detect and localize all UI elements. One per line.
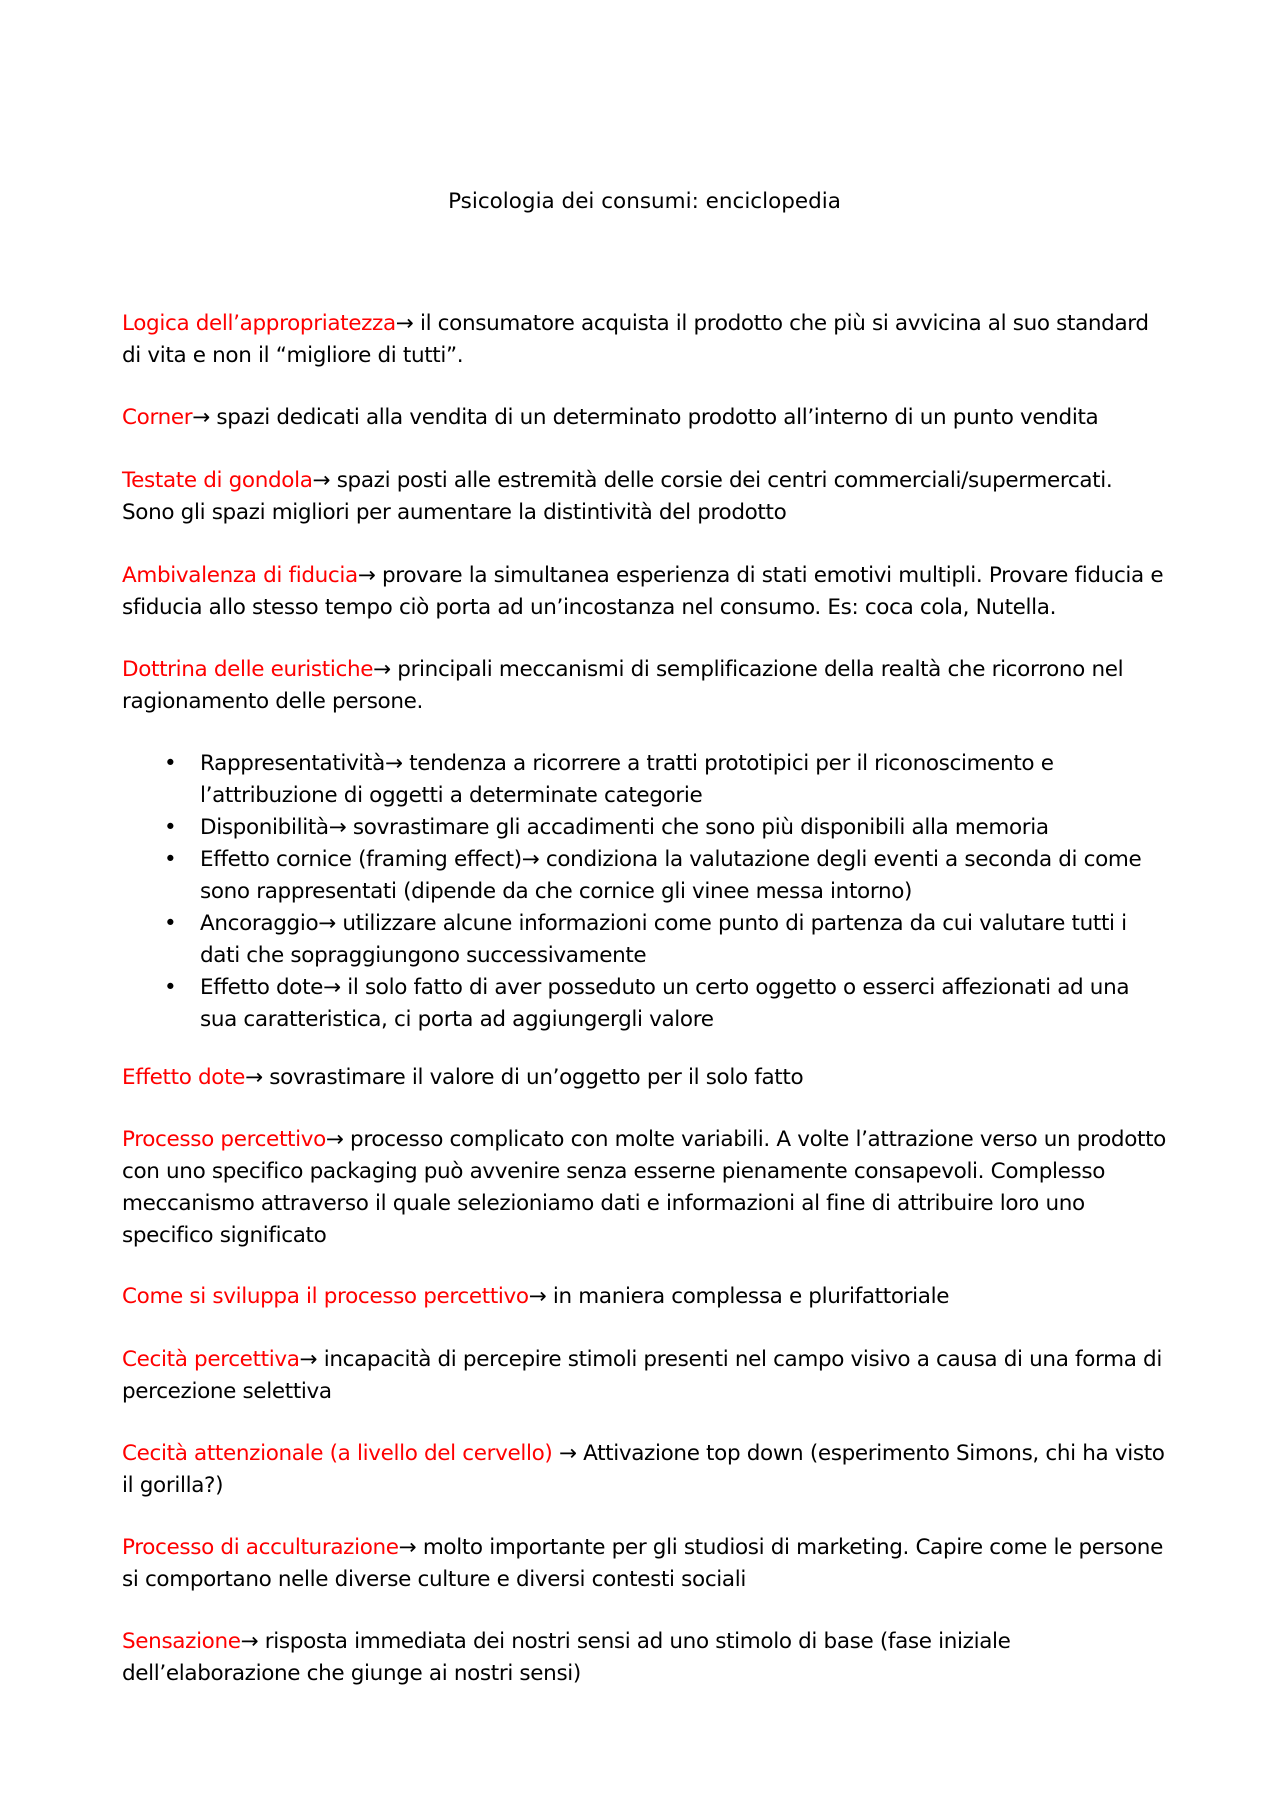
bullet-icon: • — [164, 911, 177, 936]
entry-text: il consumatore acquista il prodotto che più si avvicina al suo standard di vita e non il “migliore di tutti”. — [122, 311, 1149, 368]
arrow-icon: → — [325, 1127, 344, 1152]
document-title: Psicologia dei consumi: enciclopedia — [448, 189, 841, 214]
list-item-text: sovrastimare gli accadimenti che sono più disponibili alla memoria — [346, 815, 1049, 840]
arrow-icon: → — [328, 815, 347, 840]
list-item — [122, 844, 1167, 908]
list-item-term: Effetto cornice (framing effect) — [200, 847, 522, 872]
entry-term: Processo di acculturazione — [122, 1535, 399, 1560]
entry-sensazione — [122, 1626, 1167, 1690]
list-item-text: il solo fatto di aver posseduto un certo oggetto o esserci affezionati ad una sua caratteristica, ci porta ad aggiungergli valore — [200, 975, 1130, 1032]
list-item-term: Effetto dote — [200, 975, 324, 1000]
arrow-icon: → — [323, 975, 341, 1000]
arrow-icon: → — [318, 911, 336, 936]
list-item-text: utilizzare alcune informazioni come punto di partenza da cui valutare tutti i dati che sopraggiungono successivamente — [200, 911, 1127, 968]
entry-term: Ambivalenza di fiducia — [122, 563, 358, 588]
entry-corner — [122, 402, 1167, 434]
arrow-icon: → — [521, 847, 540, 872]
list-item-text: condiziona la valutazione degli eventi a seconda di come sono rappresentati (dipende da che cornice gli vinee messa intorno) — [200, 847, 1142, 904]
entry-text: provare la simultanea esperienza di stati emotivi multipli. Provare fiducia e sfiducia allo stesso tempo ciò porta ad un’incostanza nel consumo. Es: coca cola, Nutella. — [122, 563, 1164, 620]
entry-term: Cecità percettiva — [122, 1347, 300, 1372]
list-item — [122, 908, 1167, 972]
arrow-icon: → — [245, 1065, 263, 1090]
list-item-term: Ancoraggio — [200, 911, 319, 936]
entry-text: molto importante per gli studiosi di marketing. Capire come le persone si comportano nelle diverse culture e diversi contesti sociali — [122, 1535, 1163, 1592]
bullet-icon: • — [164, 847, 177, 872]
entry-term: Come si sviluppa il processo percettivo — [122, 1284, 529, 1309]
entry-ambivalenza-fiducia — [122, 560, 1167, 624]
arrow-icon: → — [312, 468, 331, 493]
entry-text: Attivazione top down (esperimento Simons, chi ha visto il gorilla?) — [122, 1441, 1165, 1498]
bullet-icon: • — [164, 975, 177, 1000]
list-item — [122, 972, 1167, 1036]
entry-text: incapacità di percepire stimoli presenti nel campo visivo a causa di una forma di percezione selettiva — [122, 1347, 1162, 1404]
entry-processo-acculturazione — [122, 1532, 1167, 1596]
arrow-icon: → — [558, 1441, 577, 1466]
arrow-icon: → — [384, 751, 403, 776]
entry-term: Cecità attenzionale (a livello del cervello) — [122, 1441, 559, 1466]
heuristics-list — [122, 748, 1167, 1036]
entry-dottrina-euristiche — [122, 654, 1167, 718]
arrow-icon: → — [240, 1629, 259, 1654]
entry-effetto-dote — [122, 1062, 1167, 1094]
arrow-icon: → — [398, 1535, 417, 1560]
entry-term: Dottrina delle euristiche — [122, 657, 374, 682]
entry-term: Testate di gondola — [122, 468, 313, 493]
arrow-icon: → — [299, 1347, 318, 1372]
entry-text: risposta immediata dei nostri sensi ad uno stimolo di base (fase iniziale dell’elaborazione che giunge ai nostri sensi) — [122, 1629, 1011, 1686]
entry-term: Sensazione — [122, 1629, 241, 1654]
list-item — [122, 748, 1167, 812]
list-item-text: tendenza a ricorrere a tratti prototipici per il riconoscimento e l’attribuzione di oggetti a determinate categorie — [200, 751, 1054, 808]
arrow-icon: → — [373, 657, 391, 682]
entry-term: Effetto dote — [122, 1065, 246, 1090]
entry-testate-gondola — [122, 465, 1167, 529]
bullet-icon: • — [164, 815, 177, 840]
entry-text: processo complicato con molte variabili. A volte l’attrazione verso un prodotto con uno specifico packaging può avvenire senza esserne pienamente consapevoli. Complesso meccanismo attraverso il quale selezioniamo dati e informazioni al fine di attribuire loro uno specifico significato — [122, 1127, 1166, 1248]
entry-processo-percettivo — [122, 1124, 1167, 1252]
list-item — [122, 812, 1167, 844]
list-item-term: Disponibilità — [200, 815, 329, 840]
entry-cecita-attenzionale — [122, 1438, 1167, 1502]
entry-text: in maniera complessa e plurifattoriale — [546, 1284, 950, 1309]
bullet-icon: • — [164, 751, 177, 776]
arrow-icon: → — [357, 563, 376, 588]
entry-come-si-sviluppa — [122, 1281, 1167, 1313]
entry-logica-appropriatezza — [122, 308, 1167, 372]
arrow-icon: → — [192, 405, 210, 430]
entry-text: principali meccanismi di semplificazione della realtà che ricorrono nel ragionamento delle persone. — [122, 657, 1124, 714]
list-item-term: Rappresentatività — [200, 751, 385, 776]
entry-text: sovrastimare il valore di un’oggetto per il solo fatto — [262, 1065, 804, 1090]
entry-term: Logica dell’appropriatezza — [122, 311, 396, 336]
entry-term: Processo percettivo — [122, 1127, 326, 1152]
entry-text: spazi dedicati alla vendita di un determinato prodotto all’interno di un punto vendita — [209, 405, 1099, 430]
entry-cecita-percettiva — [122, 1344, 1167, 1408]
entry-text: spazi posti alle estremità delle corsie dei centri commerciali/supermercati. Sono gli spazi migliori per aumentare la distintività del prodotto — [122, 468, 1113, 525]
entry-term: Corner — [122, 405, 193, 430]
arrow-icon: → — [528, 1284, 547, 1309]
arrow-icon: → — [395, 311, 414, 336]
